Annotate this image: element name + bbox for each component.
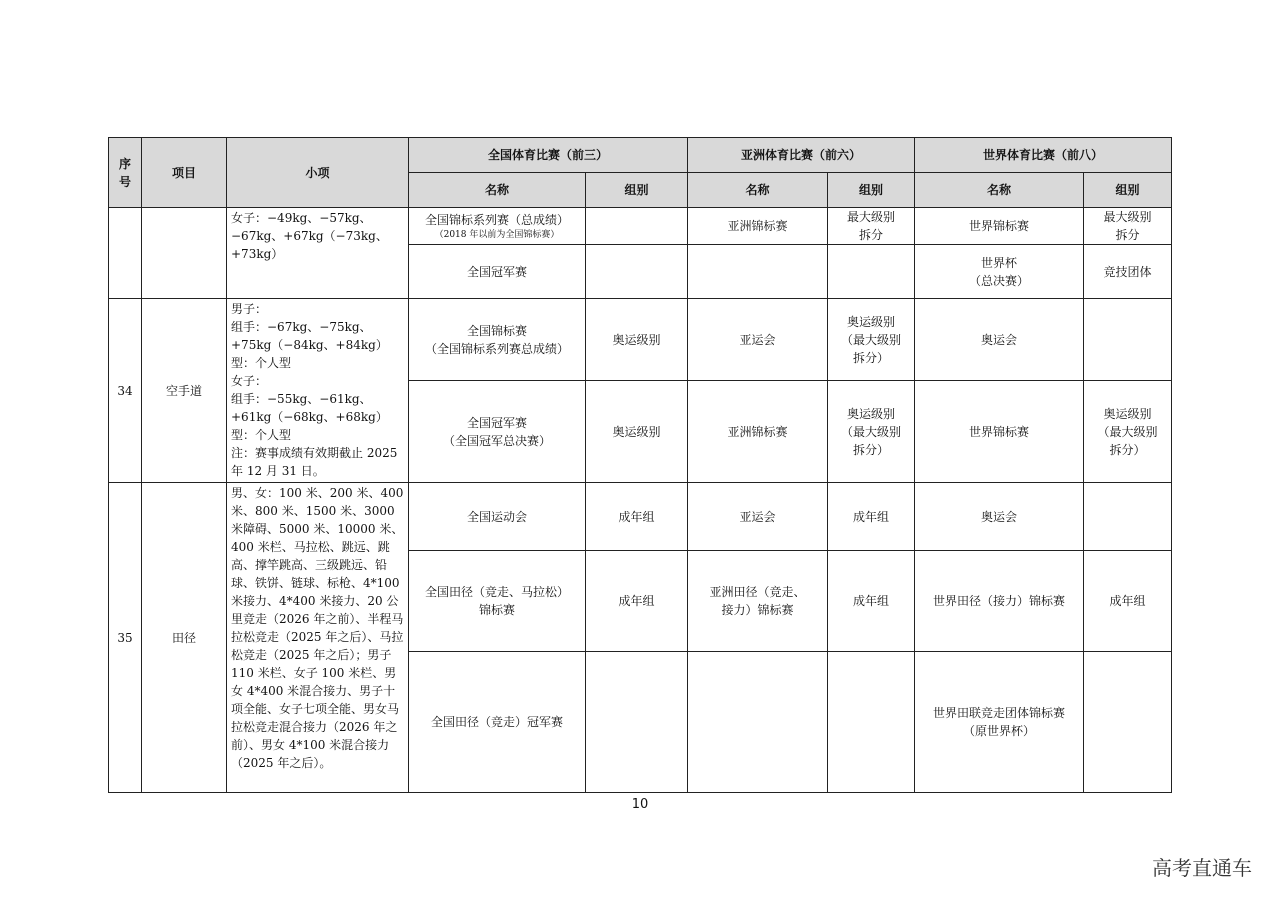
event-cell: 男、女：100 米、200 米、400 米、800 米、1500 米、3000 米障碍、5000 米、10000 米、400 米栏、马拉松、跳远、跳高、撑竿跳高、三级跳远、铅球、铁饼、链球、标枪、4*100 米接力、4*400 米接力、20 公里竞走（2026 年之前）、半程马拉松竞走（2025 年之后）、马拉松竞走（2025 年之后）；男子 110 米栏、女子 100 米栏、男女 4*400 米混合接力、男子十项全能、女子七项全能、男女马拉松竞走混合接力（2026 年之前）、男女 4*100 米混合接力（2025 年之后）。 [227,483,409,793]
asian-group-cell: 最大级别 拆分 [828,208,915,245]
national-name-note: （2018 年以前为全国锦标赛） [434,229,560,240]
national-group-cell: 成年组 [586,483,688,551]
header-national: 全国体育比赛（前三） [409,138,688,173]
national-group-cell [586,208,688,245]
national-name-cell: 全国田径（竞走）冠军赛 [409,652,586,793]
project-cell [142,208,227,299]
world-group-cell: 奥运级别 （最大级别 拆分） [1084,381,1172,483]
national-group-cell: 奥运级别 [586,381,688,483]
asian-name-cell [688,245,828,299]
national-group-cell [586,652,688,793]
national-group-cell: 奥运级别 [586,299,688,381]
asian-name-cell: 亚运会 [688,483,828,551]
national-name-cell [409,208,586,245]
asian-group-cell [828,245,915,299]
world-group-cell [1084,652,1172,793]
seq-cell: 35 [109,483,142,793]
world-group-cell: 竞技团体 [1084,245,1172,299]
watermark-logo: 高考直通车 [1152,856,1252,880]
national-name-text: 全国锦标系列赛（总成绩） [424,212,569,227]
project-cell: 田径 [142,483,227,793]
seq-cell: 34 [109,299,142,483]
world-group-cell: 最大级别 拆分 [1084,208,1172,245]
national-name-cell: 全国锦标赛 （全国锦标系列赛总成绩） [409,299,586,381]
asian-group-cell [828,652,915,793]
page-number: 10 [631,797,649,812]
header-project: 项目 [142,138,227,208]
world-name-cell: 世界锦标赛 [915,381,1084,483]
header-asian: 亚洲体育比赛（前六） [688,138,915,173]
header-asian-group: 组别 [828,173,915,208]
world-name-cell: 世界田径（接力）锦标赛 [915,551,1084,652]
world-group-cell [1084,299,1172,381]
asian-name-cell: 亚运会 [688,299,828,381]
world-name-cell: 世界杯 （总决赛） [915,245,1084,299]
asian-name-cell [688,652,828,793]
world-group-cell [1084,483,1172,551]
event-cell: 男子： 组手：−67kg、−75kg、+75kg（−84kg、+84kg） 型：个人型 女子： 组手：−55kg、−61kg、+61kg（−68kg、+68kg） 型：个人型 注：赛事成绩有效期截止 2025 年 12 月 31 日。 [227,299,409,483]
asian-group-cell: 成年组 [828,551,915,652]
event-cell: 女子：−49kg、−57kg、−67kg、+67kg（−73kg、+73kg） [227,208,409,299]
national-group-cell: 成年组 [586,551,688,652]
asian-group-cell: 奥运级别 （最大级别 拆分） [828,299,915,381]
header-world-group: 组别 [1084,173,1172,208]
header-world-name: 名称 [915,173,1084,208]
header-asian-name: 名称 [688,173,828,208]
asian-group-cell: 成年组 [828,483,915,551]
header-seq: 序 号 [109,138,142,208]
world-name-cell: 奥运会 [915,299,1084,381]
world-group-cell: 成年组 [1084,551,1172,652]
world-name-cell: 世界锦标赛 [915,208,1084,245]
world-name-cell: 世界田联竞走团体锦标赛 （原世界杯） [915,652,1084,793]
asian-name-cell: 亚洲锦标赛 [688,208,828,245]
header-national-name: 名称 [409,173,586,208]
seq-cell [109,208,142,299]
header-national-group: 组别 [586,173,688,208]
header-event: 小项 [227,138,409,208]
project-cell: 空手道 [142,299,227,483]
national-group-cell [586,245,688,299]
national-name-cell: 全国冠军赛 [409,245,586,299]
national-name-cell: 全国冠军赛 （全国冠军总决赛） [409,381,586,483]
asian-name-cell: 亚洲锦标赛 [688,381,828,483]
asian-name-cell: 亚洲田径（竞走、 接力）锦标赛 [688,551,828,652]
national-name-cell: 全国运动会 [409,483,586,551]
world-name-cell: 奥运会 [915,483,1084,551]
competition-table [108,137,1172,793]
header-world: 世界体育比赛（前八） [915,138,1172,173]
national-name-cell: 全国田径（竞走、马拉松） 锦标赛 [409,551,586,652]
asian-group-cell: 奥运级别 （最大级别 拆分） [828,381,915,483]
